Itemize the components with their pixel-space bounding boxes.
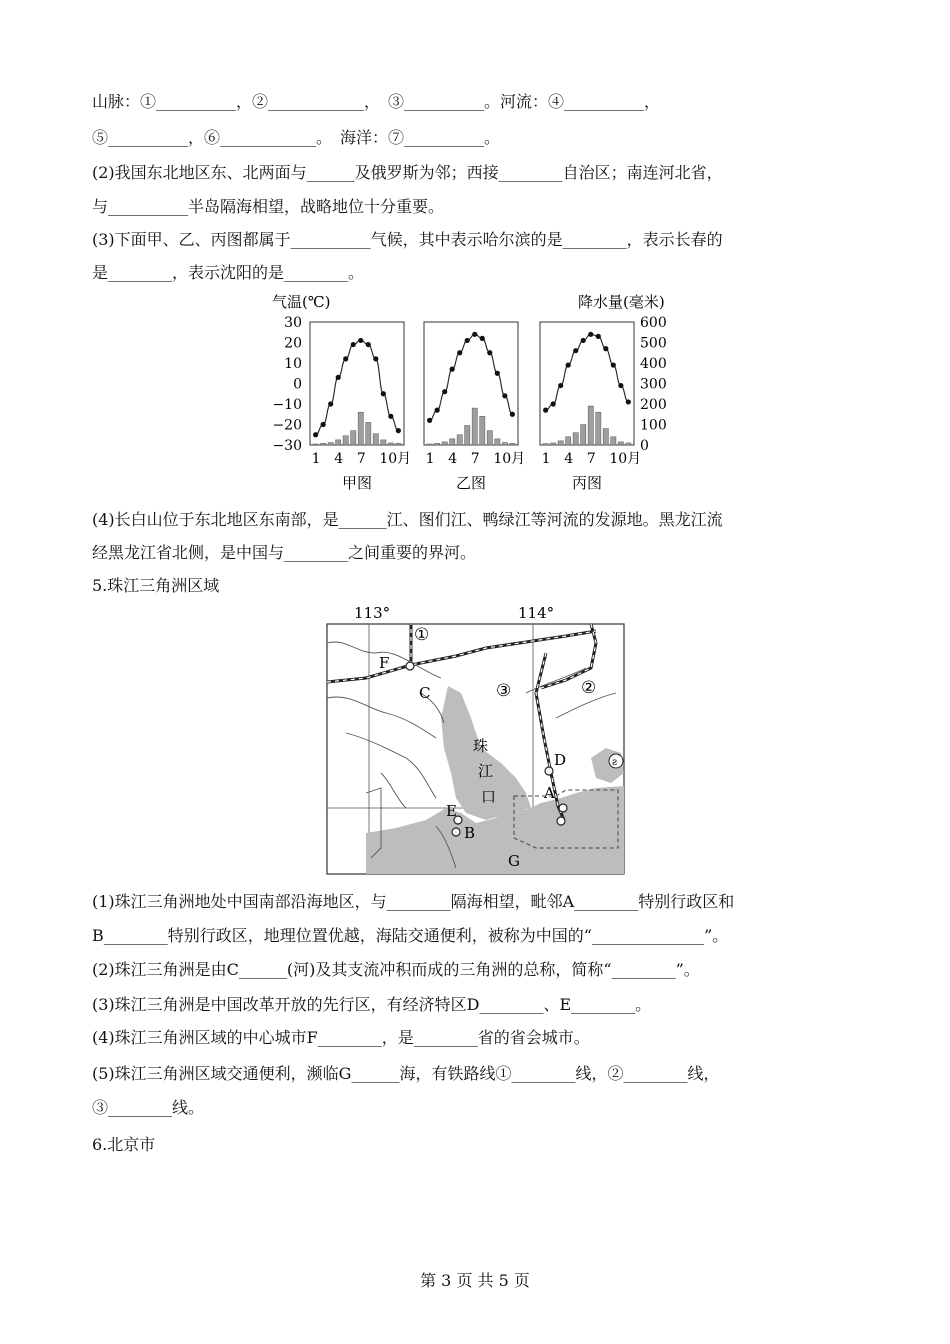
temp-point xyxy=(510,412,515,417)
temp-tick-label: 20 xyxy=(284,335,302,352)
temp-point xyxy=(611,362,616,367)
label-g: G xyxy=(508,852,520,870)
temp-point xyxy=(551,401,556,406)
precip-bar xyxy=(566,437,571,445)
temp-point xyxy=(480,336,485,341)
precip-bar xyxy=(328,443,333,445)
precip-bar xyxy=(373,434,378,445)
section-title: 6.北京市 xyxy=(92,1135,156,1154)
temp-point xyxy=(558,383,563,388)
temp-tick-label: 10 xyxy=(284,356,302,372)
precip-bar xyxy=(465,426,470,445)
temp-tick-label: 30 xyxy=(284,315,302,331)
temp-point xyxy=(581,338,586,343)
temp-point xyxy=(495,371,500,376)
precip-bar xyxy=(480,416,485,445)
precip-tick-label: 500 xyxy=(640,335,667,352)
precip-bar xyxy=(427,444,432,445)
text-line: (2)我国东北地区东、北两面与______及俄罗斯为邻；西接________自治区；南连河北省， xyxy=(92,163,723,182)
text-line: B________特别行政区，地理位置优越，海陆交通便利，被称为中国的“______________”。 xyxy=(92,926,729,945)
temp-point xyxy=(396,428,401,433)
x-tick-label: 4 xyxy=(564,451,574,467)
x-tick-label: 10月 xyxy=(609,451,642,467)
precip-bar xyxy=(457,435,462,445)
precip-bar xyxy=(351,431,356,445)
text-line: (4)长白山位于东北地区东南部，是______江、图们江、鸭绿江等河流的发源地。黑龙江流 xyxy=(92,510,723,529)
x-tick-label: 4 xyxy=(448,451,458,467)
x-tick-label: 7 xyxy=(356,451,366,467)
y-right-label: 降水量(毫米) xyxy=(578,293,665,311)
precip-tick-label: 0 xyxy=(640,438,649,454)
label-river-2: 江 xyxy=(478,762,494,780)
text-line: (5)珠江三角洲区域交通便利，濒临G______海，有铁路线①________线，②________线， xyxy=(92,1064,720,1083)
temp-point xyxy=(588,332,593,337)
text-line: 山脉：①__________，②____________， ③__________。河流：④__________， xyxy=(92,92,661,111)
temp-point xyxy=(328,401,333,406)
label-b: B xyxy=(464,824,476,842)
precip-bar xyxy=(321,443,326,445)
precip-bar xyxy=(487,431,492,445)
precip-bar xyxy=(381,440,386,445)
precip-tick-label: 300 xyxy=(640,376,667,393)
temp-point xyxy=(351,342,356,347)
text-line: (4)珠江三角洲区域的中心城市F________，是________省的省会城市。 xyxy=(92,1028,590,1047)
temp-point xyxy=(603,346,608,351)
precip-bar xyxy=(502,443,507,445)
precip-bar xyxy=(396,443,401,445)
temp-tick-label: 0 xyxy=(293,376,302,393)
temp-point xyxy=(457,350,462,355)
label-f: F xyxy=(379,654,390,672)
text-line: (3)珠江三角洲是中国改革开放的先行区，有经济特区D________、E________。 xyxy=(92,995,652,1014)
chart-name: 甲图 xyxy=(341,474,373,492)
x-tick-label: 7 xyxy=(470,451,480,467)
precip-bar xyxy=(558,441,563,445)
y-left-label: 气温(℃) xyxy=(272,293,331,311)
railway-2: ② xyxy=(581,678,597,698)
city-hk-marker xyxy=(559,804,567,812)
text-line: 与__________半岛隔海相望，战略地位十分重要。 xyxy=(92,197,445,216)
temp-point xyxy=(618,383,623,388)
temp-point xyxy=(435,408,440,413)
railway-3: ③ xyxy=(496,681,512,701)
city-b-marker xyxy=(452,828,460,836)
precip-bar xyxy=(596,412,601,445)
precip-bar xyxy=(313,444,318,445)
precip-bar xyxy=(472,408,477,445)
temp-point xyxy=(450,367,455,372)
temp-tick-label: −20 xyxy=(272,417,302,434)
x-tick-label: 1 xyxy=(425,451,435,467)
lon-label-113: 113° xyxy=(354,604,391,622)
precip-bar xyxy=(510,443,515,445)
precip-bar xyxy=(543,444,548,445)
label-river-3: 口 xyxy=(481,788,497,806)
temp-point xyxy=(626,399,631,404)
x-tick-label: 7 xyxy=(586,451,596,467)
page-footer: 第 3 页 共 5 页 xyxy=(420,1271,530,1290)
precip-bar xyxy=(588,406,593,445)
temp-point xyxy=(465,338,470,343)
chart-name: 乙图 xyxy=(455,474,487,492)
precip-bar xyxy=(336,440,341,445)
precip-bar xyxy=(358,412,363,445)
precip-bar xyxy=(611,437,616,445)
temp-point xyxy=(427,418,432,423)
temp-point xyxy=(596,334,601,339)
text-line: 是________，表示沈阳的是________。 xyxy=(92,263,365,282)
label-e: E xyxy=(446,802,457,820)
climate-charts xyxy=(262,290,682,495)
temp-point xyxy=(358,338,363,343)
x-tick-label: 4 xyxy=(334,451,344,467)
temp-point xyxy=(543,408,548,413)
railway-1: ① xyxy=(414,625,430,645)
label-river-1: 珠 xyxy=(473,737,489,755)
section-title: 5.珠江三角洲区域 xyxy=(92,576,220,595)
precip-bar xyxy=(495,439,500,445)
text-line: (1)珠江三角洲地处中国南部沿海地区，与________隔海相望，毗邻A________特别行政区和 xyxy=(92,892,735,911)
temp-point xyxy=(313,432,318,437)
temp-point xyxy=(442,389,447,394)
temp-point xyxy=(502,393,507,398)
temp-point xyxy=(566,362,571,367)
precip-bar xyxy=(343,436,348,445)
text-line: (2)珠江三角洲是由C______(河)及其支流冲积而成的三角洲的总称，简称“________”。 xyxy=(92,960,700,979)
temp-point xyxy=(381,391,386,396)
temp-tick-label: −10 xyxy=(272,397,302,413)
temp-point xyxy=(343,356,348,361)
temp-point xyxy=(472,332,477,337)
text-line: ⑤__________，⑥____________。 海洋：⑦__________。 xyxy=(92,128,501,147)
precip-bar xyxy=(603,429,608,445)
precip-tick-label: 400 xyxy=(640,356,667,372)
precip-bar xyxy=(626,443,631,445)
precip-bar xyxy=(450,439,455,445)
pearl-river-delta-map xyxy=(326,598,626,878)
chart-frame xyxy=(424,322,518,445)
precip-tick-label: 600 xyxy=(640,315,667,331)
precip-bar xyxy=(551,443,556,445)
text-line: (3)下面甲、乙、丙图都属于__________气候，其中表示哈尔滨的是________，表示长春的 xyxy=(92,230,723,249)
precip-bar xyxy=(581,425,586,446)
precip-bar xyxy=(573,433,578,445)
label-a: A xyxy=(544,784,555,802)
x-tick-label: 10月 xyxy=(493,451,526,467)
temp-point xyxy=(487,350,492,355)
city-f-marker xyxy=(406,662,414,670)
city-d-marker xyxy=(545,767,553,775)
precip-bar xyxy=(618,442,623,445)
precip-bar xyxy=(366,422,371,445)
temp-point xyxy=(573,348,578,353)
precip-bar xyxy=(442,442,447,445)
x-tick-label: 10月 xyxy=(379,451,412,467)
temp-point xyxy=(366,342,371,347)
lon-label-114: 114° xyxy=(518,604,555,622)
x-tick-label: 1 xyxy=(311,451,321,467)
temp-point xyxy=(336,375,341,380)
temp-point xyxy=(388,414,393,419)
text-line: ③________线。 xyxy=(92,1098,205,1117)
temp-point xyxy=(373,356,378,361)
x-tick-label: 1 xyxy=(541,451,551,467)
chart-name: 丙图 xyxy=(571,474,603,492)
svg-text:ƨ: ƨ xyxy=(612,757,618,768)
precip-tick-label: 100 xyxy=(640,417,667,434)
temp-point xyxy=(321,422,326,427)
text-line: 经黑龙江省北侧，是中国与________之间重要的界河。 xyxy=(92,543,477,562)
precip-bar xyxy=(388,443,393,445)
temp-tick-label: −30 xyxy=(272,438,302,454)
label-d: D xyxy=(554,751,567,769)
label-c: C xyxy=(419,684,431,702)
precip-bar xyxy=(435,443,440,445)
precip-tick-label: 200 xyxy=(640,397,667,413)
